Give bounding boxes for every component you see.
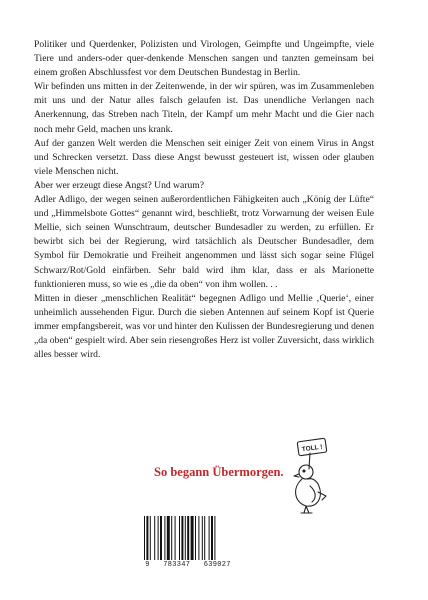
bird-with-sign-illustration	[282, 436, 344, 516]
blurb-paragraph-3: Auf der ganzen Welt werden die Menschen seit einiger Zeit von einem Virus in Angst und Schrecken versetzt. Dass diese Angst bewusst gesteuert ist, wissen oder glauben viele Menschen nicht.	[34, 137, 374, 177]
blurb-paragraph-4: Aber wer erzeugt diese Angst? Und warum?	[34, 179, 204, 191]
isbn-number: 9 783347 639027	[145, 561, 231, 569]
isbn-barcode	[140, 514, 236, 574]
barcode-bars	[144, 516, 232, 560]
blurb-paragraph-2: Wir befinden uns mitten in der Zeitenwende, in der wir spüren, was im Zusammenleben mit uns und der Natur alles falsch gelaufen ist. Das unendliche Verlangen nach Anerkennung, das Streben nach Titeln, der Kampf um mehr Macht und die Gier nach noch mehr Geld, machen uns krank.	[34, 81, 374, 135]
blurb-paragraph-6: Mitten in dieser „menschlichen Realität“ begegnen Adligo und Mellie ‚Querie‘, einer unheimlich aussehenden Figur. Durch die sieben Antennen auf seinem Kopf ist Querie immer empfangsbereit, was vor und hinter den Kulissen der Bundesregierung und denen „da oben“ gespielt wird. Aber sein riesengroßes Herz ist voller Zuversicht, dass wirklich alles besser wird.	[34, 292, 374, 361]
blurb-paragraph-1: Politiker und Querdenker, Polizisten und Virologen, Geimpfte und Ungeimpfte, viele Tiere und anders-oder quer-denkende Menschen sangen und tanzten gemeinsam bei einem großen Abschlussfest vor dem Deutschen Bundestag in Berlin.	[34, 39, 374, 79]
bird-sign-text: TOLL !	[301, 443, 323, 454]
tagline: So begann Übermorgen.	[154, 465, 284, 479]
blurb-paragraph-5: Adler Adligo, der wegen seinen außerordentlichen Fähigkeiten auch „König der Lüfte“ und „Himmelsbote Gottes“ genannt wird, beschließt, trotz Vorwarnung der weisen Eule Mellie, sich seinen Wunschtraum, deutscher Bundesadler zu werden, zu erfüllen. Er bewirbt sich bei der Regierung, wird tatsächlich als Deutscher Bundesadler, dem Symbol für Demokratie und Freiheit angenommen und lässt sich sogar seine Flügel Schwarz/Rot/Gold einfärben. Sehr bald wird ihm klar, dass er als Marionette funktionieren muss, so wie es „die da oben“ von ihm wollen. . .	[34, 194, 374, 290]
back-cover-blurb	[34, 38, 374, 362]
